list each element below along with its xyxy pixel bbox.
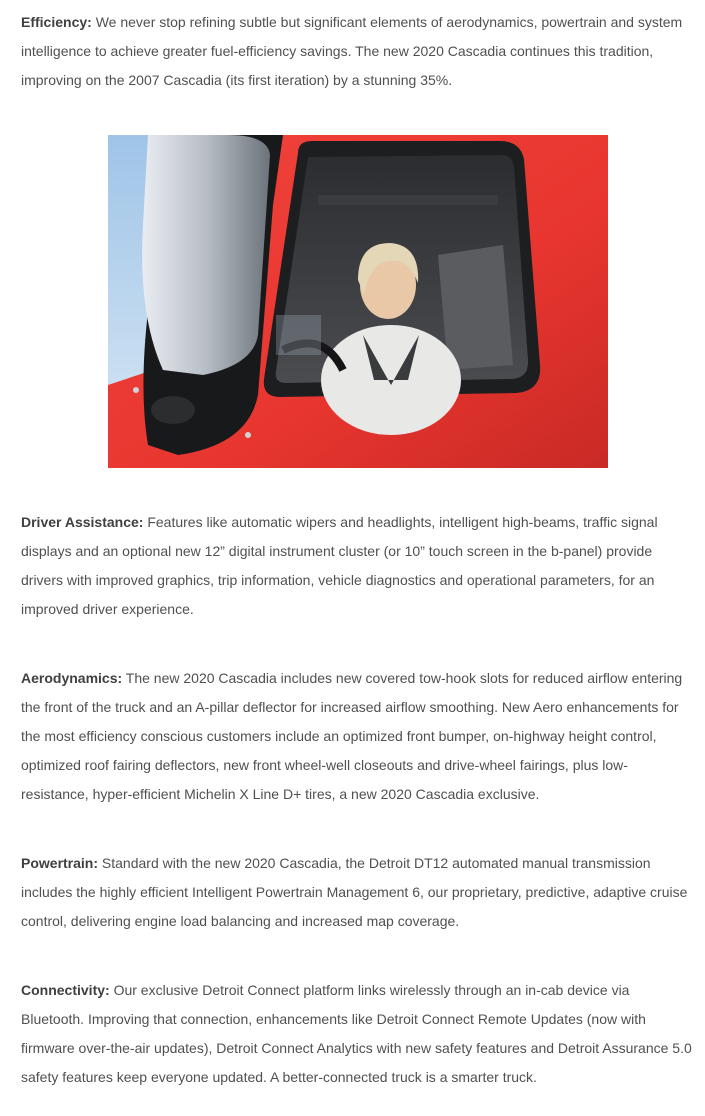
efficiency-paragraph <box>21 8 695 95</box>
powertrain-heading: Powertrain: <box>21 855 99 871</box>
connectivity-heading: Connectivity: <box>21 982 110 998</box>
connectivity-body: Our exclusive Detroit Connect platform links wirelessly through an in-cab device via Bluetooth. Improving that connection, enhancements like Detroit Connect Remote Updates (now with firmware over-the-air updates), Detroit Connect Analytics with new safety features and Detroit Assurance 5.0 safety features keep everyone updated. A better-connected truck is a smarter truck. <box>21 982 692 1085</box>
aerodynamics-body: The new 2020 Cascadia includes new covered tow-hook slots for reduced airflow entering the front of the truck and an A-pillar deflector for increased airflow smoothing. New Aero enhancements for the most efficiency conscious customers include an optimized front bumper, on-highway height control, optimized roof fairing deflectors, new front wheel-well closeouts and drive-wheel fairings, plus low-resistance, hyper-efficient Michelin X Line D+ tires, a new 2020 Cascadia exclusive. <box>21 670 683 802</box>
powertrain-paragraph <box>21 849 695 936</box>
driver-assistance-paragraph <box>21 508 695 624</box>
truck-driver-photo <box>108 135 608 468</box>
efficiency-heading: Efficiency: <box>21 14 92 30</box>
aerodynamics-heading: Aerodynamics: <box>21 670 123 686</box>
efficiency-body: We never stop refining subtle but significant elements of aerodynamics, powertrain and system intelligence to achieve greater fuel-efficiency savings. The new 2020 Cascadia continues this tradition, improving on the 2007 Cascadia (its first iteration) by a stunning 35%. <box>21 14 683 88</box>
connectivity-paragraph <box>21 976 695 1092</box>
powertrain-body: Standard with the new 2020 Cascadia, the Detroit DT12 automated manual transmission includes the highly efficient Intelligent Powertrain Management 6, our proprietary, predictive, adaptive cruise control, delivering engine load balancing and increased map coverage. <box>21 855 688 929</box>
aerodynamics-paragraph <box>21 664 695 809</box>
driver-assistance-heading: Driver Assistance: <box>21 514 144 530</box>
driver-assistance-body: Features like automatic wipers and headlights, intelligent high-beams, traffic signal displays and an optional new 12” digital instrument cluster (or 10” touch screen in the b-panel) provide drivers with improved graphics, trip information, vehicle diagnostics and operational parameters, for an improved driver experience. <box>21 514 658 617</box>
